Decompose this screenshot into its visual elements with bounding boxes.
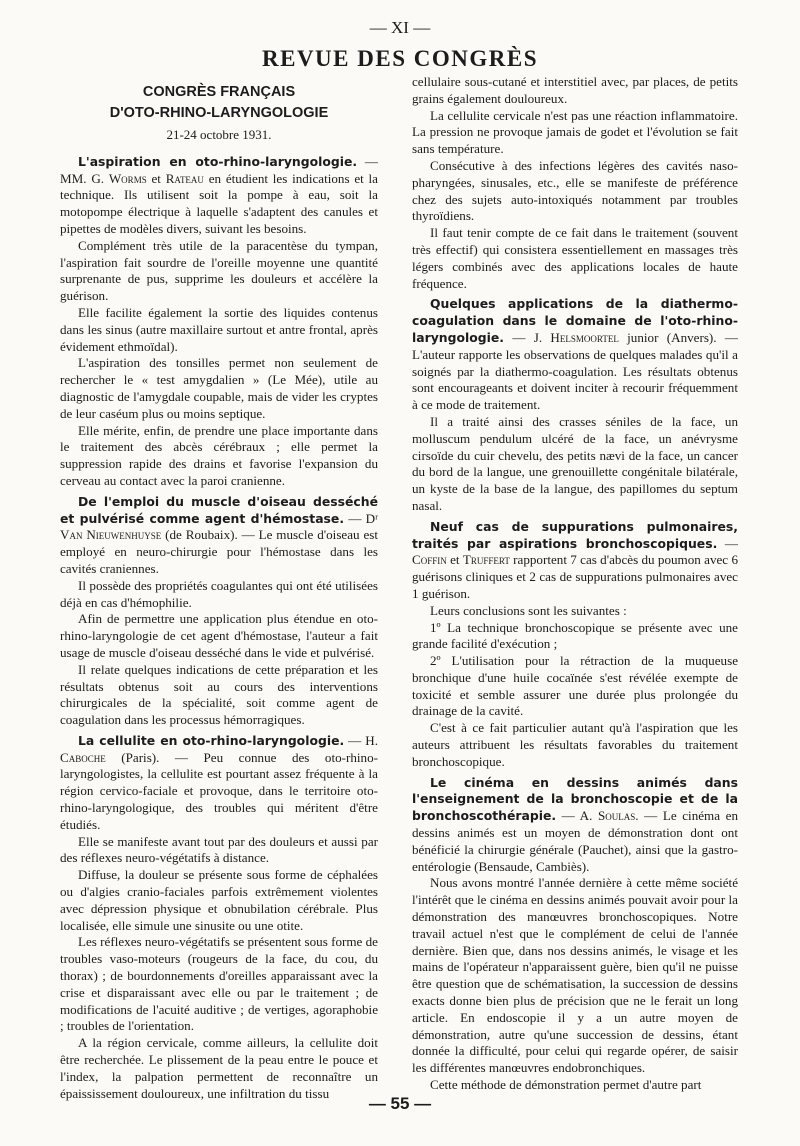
paragraph: Consécutive à des infections légères des cavités naso-pharyngées, sinusales, etc., elle se manifeste de préférence chez des sujets auto-intoxiqués notamment par troubles thyroïdiens.	[412, 157, 738, 224]
author-name: Rateau	[165, 170, 204, 186]
paragraph: Il relate quelques indications de cette préparation et les résultats obtenus soit au cours des interventions chirurgicales de la spécialité, soit comme agent de coagulation dans les processus hémorragiques.	[60, 661, 378, 728]
paragraph: Les réflexes neuro-végétatifs se présentent sous forme de troubles vaso-moteurs (rougeurs de la face, du cou, du thorax) ; de bourdonnements d'oreilles apparaissant avec la crise et disparaissant avec elle ou par le traitement ; de modifications de l'acuité auditive ; de vertiges, agoraphobie ; troubles de l'orientation.	[60, 934, 378, 1034]
section-title: Neuf cas de suppurations pulmonaires, traités par aspirations bronchoscopiques.	[412, 518, 738, 551]
paragraph: Elle facilite également la sortie des liquides contenus dans les sinus (autre maxillaire surtout et antre frontal, après évidement ethmoïdal).	[60, 304, 378, 354]
author-name: Worms	[108, 170, 147, 186]
paragraph: L'aspiration des tonsilles permet non seulement de rechercher le « test amygdalien » (Le Mée), utile au diagnostic de l'amygdale coupable, mais de vider les cryptes de leur caséum plus ou moins septique.	[60, 355, 378, 421]
running-title: REVUE DES CONGRÈS	[262, 46, 538, 71]
congress-heading-line1: CONGRÈS FRANÇAIS	[142, 84, 296, 100]
author-name: Caboche	[60, 749, 106, 765]
section-title: Quelques applications de la diathermo-coagulation dans le domaine de l'oto-rhino-laryngologie.	[412, 296, 738, 345]
paragraph: Complément très utile de la paracentèse du tympan, l'aspiration fait sourdre de l'oreille moyenne une quantité surprenante de pus, supprime les douleurs et accélère la guérison.	[60, 237, 378, 304]
paragraph: Diffuse, la douleur se présente sous forme de céphalées ou d'algies cranio-faciales parfois extrêmement violentes avec dépression physique et obnubilation cérébrale. Plus localisée, elle simule une sinusite ou une otite.	[60, 867, 378, 933]
paragraph: Leurs conclusions sont les suivantes :	[430, 602, 627, 618]
right-column	[412, 74, 738, 1094]
section-title: L'aspiration en oto-rhino-laryngologie.	[78, 153, 358, 169]
list-item: 1º La technique bronchoscopique se présente avec une grande facilité d'exécution ;	[412, 619, 738, 652]
paragraph: Il possède des propriétés coagulantes qui ont été utilisées déjà en cas d'hémophilie.	[60, 577, 378, 610]
author-name: Helsmoortel	[550, 329, 619, 345]
section-title: De l'emploi du muscle d'oiseau desséché et pulvérisé comme agent d'hémostase.	[60, 493, 378, 526]
section-aspiration: L'aspiration en oto-rhino-laryngologie. — MM. G. Worms et Rateau en étudient les indications et la technique. Ils utilisent soit la pompe à eau, soit la motopompe électrique à laquelle s'adaptent des canules et pipettes de modèles divers, suivant les besoins.	[60, 153, 378, 236]
congress-heading-line2: D'OTO-RHINO-LARYNGOLOGIE	[109, 105, 329, 121]
roman-page-number: — XI —	[369, 18, 431, 37]
section-cinema: Le cinéma en dessins animés dans l'enseignement de la bronchoscopie et de la bronchoscothérapie. — A. Soulas. — Le cinéma en dessins animés est un moyen de démonstration dont ont bénéficié la chirurgie générale (Pauchet), ainsi que la gastro-entérologie (Bensaude, Cambiès).	[412, 774, 739, 874]
paragraph: Il a traité ainsi des crasses séniles de la face, un molluscum pendulum ulcéré de la face, un anévrysme cirsoïde du cuir chevelu, des petits nævi de la face, un cancer du bord de la langue, une grenouillette congénitale bilatérale, un kyste de la base de la langue, des papillomes du septum nasal.	[412, 413, 738, 513]
congress-heading	[60, 82, 378, 124]
left-column	[60, 74, 378, 1102]
paragraph-continued: cellulaire sous-cutané et interstitiel avec, par places, de petits grains également douloureux.	[412, 74, 738, 106]
paragraph: A la région cervicale, comme ailleurs, la cellulite doit être recherchée. Le plissement de la peau entre le pouce et l'index, la palpation permettent de reconnaître un épaississement douloureux, une infiltration du tissu	[60, 1035, 378, 1101]
list-item: 2º L'utilisation pour la rétraction de la muqueuse bronchique d'une huile cocaïnée s'est révélée exempte de toxicité et semble assurer une durée plus prolongée du drainage de la cavité.	[412, 653, 738, 719]
paragraph: Elle se manifeste avant tout par des douleurs et aussi par des réflexes neuro-végétatifs à distance.	[60, 833, 378, 866]
section-cellulite: La cellulite en oto-rhino-laryngologie. — H. Caboche (Paris). — Peu connue des oto-rhino-laryngologistes, la cellulite est pourtant assez fréquente à la région cervico-faciale et provoque, dans le territoire oto-rhino-laryngologique, des troubles qui méritent d'être étudiés.	[60, 732, 378, 832]
paragraph: C'est à ce fait particulier autant qu'à l'aspiration que les auteurs attribuent les résultats favorables du traitement bronchoscopique.	[412, 720, 738, 769]
page-folio: — 55 —	[368, 1094, 432, 1113]
section-title: La cellulite en oto-rhino-laryngologie.	[78, 732, 345, 748]
author-name: Coffin	[412, 552, 447, 568]
paragraph: Afin de permettre une application plus étendue en oto-rhino-laryngologie de cet agent d'hémostase, l'auteur a fait usage de muscle d'oiseau desséché dans le vide et pulvérisé.	[60, 611, 378, 660]
paragraph: Cette méthode de démonstration permet d'autre part	[430, 1077, 702, 1093]
section-muscle-oiseau: De l'emploi du muscle d'oiseau desséché et pulvérisé comme agent d'hémostase. — Dʳ Van Nieuwenhuyse (de Roubaix). — Le muscle d'oiseau est employé en neuro-chirurgie pour l'hémostase dans les cavités craniennes.	[60, 493, 379, 576]
paragraph: Elle mérite, enfin, de prendre une place importante dans le traitement des abcès cérébraux ; elle permet la suppression rapide des drains et favorise l'expansion du cerveau au contact avec la paroi cranienne.	[60, 422, 378, 488]
paragraph: Il faut tenir compte de ce fait dans le traitement (souvent très effectif) qui consistera essentiellement en massages très légers combinés avec des applications locales de haute fréquence.	[412, 225, 738, 291]
author-name: Truffert	[462, 552, 510, 568]
paragraph: La cellulite cervicale n'est pas une réaction inflammatoire. La pression ne provoque jamais de godet et l'évolution se fait sans température.	[412, 107, 738, 157]
author-name: Soulas	[597, 808, 636, 824]
section-suppurations: Neuf cas de suppurations pulmonaires, traités par aspirations bronchoscopiques. — Coffin et Truffert rapportent 7 cas d'abcès du poumon avec 6 guérisons cliniques et 2 cas de suppurations pulmonaires avec 1 guérison.	[412, 518, 738, 601]
section-title: Le cinéma en dessins animés dans l'enseignement de la bronchoscopie et de la bronchoscothérapie.	[412, 774, 738, 824]
author-name: Van Nieuwenhuyse	[60, 527, 162, 543]
congress-dates: 21-24 octobre 1931.	[166, 127, 272, 142]
section-diathermo: Quelques applications de la diathermo-coagulation dans le domaine de l'oto-rhino-laryngologie. — J. Helsmoortel junior (Anvers). — L'auteur rapporte les observations de quelques malades qu'il a soignés par la diathermo-coagulation. Les résultats obtenus sont encourageants et doivent inciter à recourir fréquemment à ce mode de traitement.	[412, 296, 738, 413]
paragraph: Nous avons montré l'année dernière à cette même société l'intérêt que le cinéma en dessins animés pouvait avoir pour la démonstration des manœuvres bronchoscopiques. Notre travail actuel n'est que le complément de celui de l'année dernière. Bien que, dans nos dessins animés, le visage et les mains de l'opérateur n'apparaissent guère, bien qu'il ne puisse être question que de schématisation, la succession de dessins exacts donne bien plus de précision que ne le ferait un long article. En endoscopie il y a un autre moyen de démonstration, autre qu'une succession de dessins, étant donnée la difficulté, pour celui qui regarde opérer, de saisir les différentes manœuvres endobronchiques.	[412, 875, 738, 1076]
